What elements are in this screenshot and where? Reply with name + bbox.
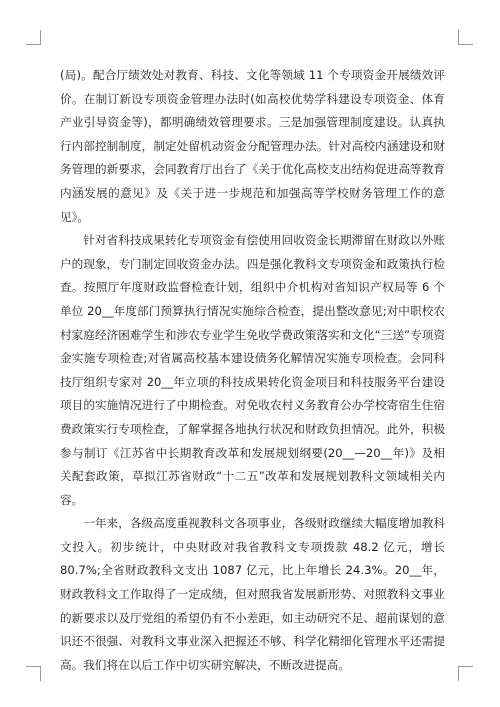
paragraph-3: 一年来，各级高度重视教科文各项事业，各级财政继续大幅度增加教科文投入。初步统计，中央财政对我省教科文专项拨款 48.2 亿元，增长 80.7%;全省财政教科文支出 1087 亿元，比上年增长 24.3%。20__年，财政教科文工作取得了一定成绩，但对照我省发展新形势、对照教科文事业的新要求以及厅党组的希望仍有不小差距，如主动研究不足、超前谋划的意识还不很强、对教科文事业深入把握还不够、科学化精细化管理水平还需提高。我们将在以后工作中切实研究解决，不断改进提高。: [60, 516, 445, 672]
crop-mark-top-right: [458, 30, 473, 45]
paragraph-1: (局)。配合厅绩效处对教育、科技、文化等领域 11 个专项资金开展绩效评价。在制订新设专项资金管理办法时(如高校优势学科建设专项资金、体育产业引导资金等)，都明确绩效管理要求。三是加强管理制度建设。认真执行内部控制制度，制定处留机动资金分配管理办法。针对高校内涵建设和财务管理的新要求，会同教育厅出台了《关于优化高校支出结构促进高等教育内涵发展的意见》及《关于进一步规范和加强高等学校财务管理工作的意见》。: [60, 68, 445, 224]
document-body: [60, 64, 445, 677]
crop-mark-bottom-left: [26, 666, 41, 681]
crop-mark-bottom-right: [458, 666, 473, 681]
crop-mark-top-left: [26, 30, 41, 45]
paragraph-2: 针对省科技成果转化专项资金有偿使用回收资金长期滞留在财政以外账户的现象，专门制定回收资金办法。四是强化教科文专项资金和政策执行检查。按照厅年度财政监督检查计划，组织中介机构对省知识产权局等 6 个单位 20__年度部门预算执行情况实施综合检查，提出整改意见;对中职校农村家庭经济困难学生和涉农专业学生免收学费政策落实和文化“三送”专项资金实施专项检查;对省属高校基本建设债务化解情况实施专项检查。会同科技厅组织专家对 20__年立项的科技成果转化资金项目和科技服务平台建设项目的实施情况进行了中期检查。对免收农村义务教育公办学校寄宿生住宿费政策实行专项检查，了解掌握各地执行状况和财政负担情况。此外，积极参与制订《江苏省中长期教育改革和发展规划纲要(20__—20__年)》及相关配套政策，草拟江苏省财政“十二五”改革和发展规划教科文领域相关内容。: [60, 233, 445, 507]
